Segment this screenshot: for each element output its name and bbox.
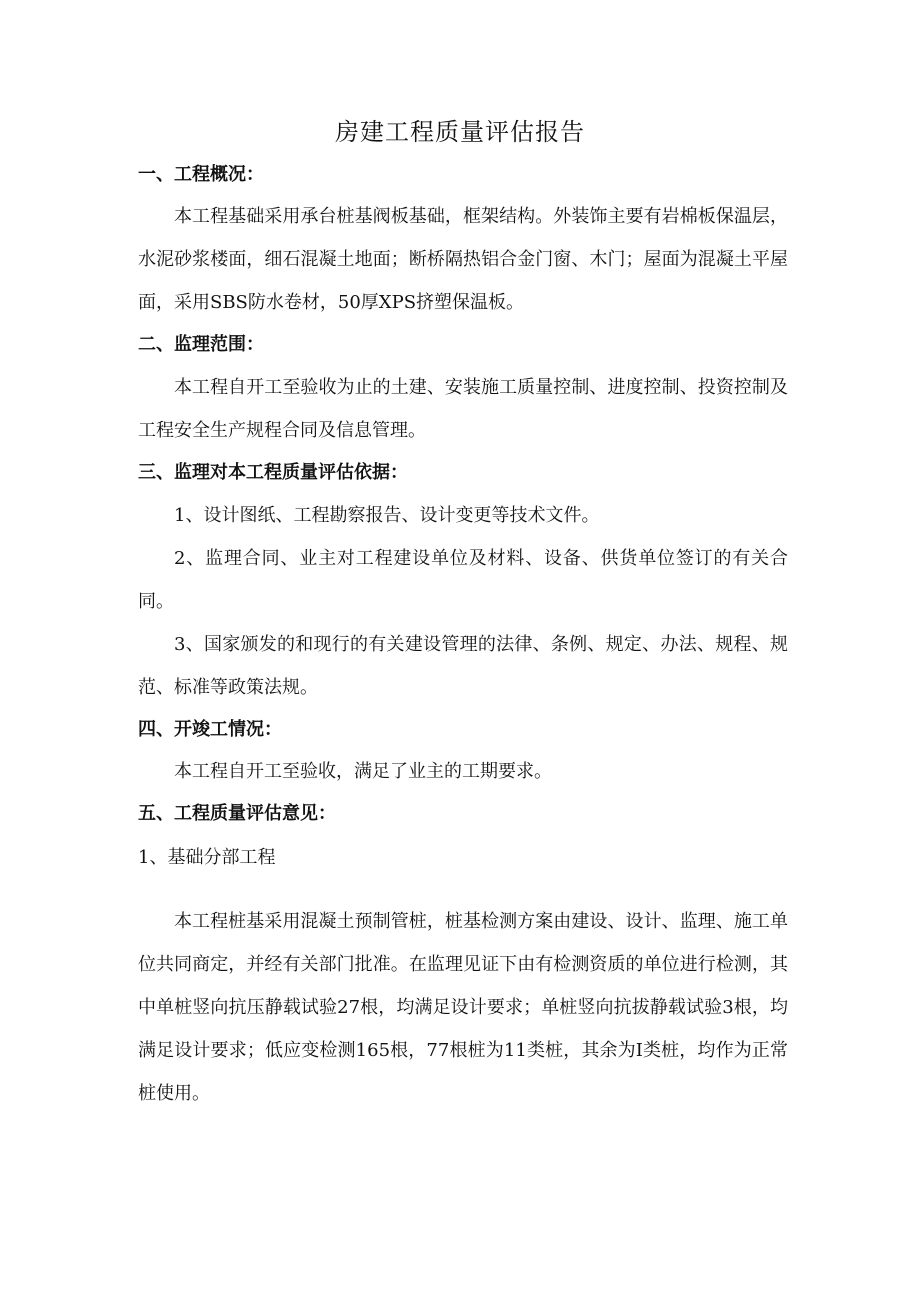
paragraph-basis-1: 1、设计图纸、工程勘察报告、设计变更等技术文件。 [174,505,600,526]
paragraph-scope: 本工程自开工至验收为止的土建、安装施工质量控制、进度控制、投资控制及工程安全生产规程合同及信息管理。 [138,377,788,441]
subheading-foundation: 1、基础分部工程 [138,847,276,868]
section-heading-overview: 一、工程概况： [138,164,264,185]
paragraph-schedule: 本工程自开工至验收，满足了业主的工期要求。 [174,761,552,782]
section-heading-evaluation: 五、工程质量评估意见： [138,803,336,824]
paragraph-basis-3: 3、国家颁发的和现行的有关建设管理的法律、条例、规定、办法、规程、规范、标准等政策法规。 [138,634,788,698]
document-title: 房建工程质量评估报告 [335,118,585,146]
section-heading-schedule: 四、开竣工情况： [138,719,282,740]
section-heading-scope: 二、监理范围： [138,334,264,355]
paragraph-foundation: 本工程桩基采用混凝土预制管桩，桩基检测方案由建设、设计、监理、施工单位共同商定，并经有关部门批准。在监理见证下由有检测资质的单位进行检测，其中单桩竖向抗压静载试验27根，均满足设计要求；单桩竖向抗拔静载试验3根，均满足设计要求；低应变检测165根，77根桩为11类桩，其余为I类桩，均作为正常桩使用。 [138,911,788,1104]
paragraph-basis-2: 2、监理合同、业主对工程建设单位及材料、设备、供货单位签订的有关合同。 [138,548,788,612]
paragraph-overview: 本工程基础采用承台桩基阀板基础，框架结构。外装饰主要有岩棉板保温层，水泥砂浆楼面，细石混凝土地面；断桥隔热铝合金门窗、木门；屋面为混凝土平屋面，采用SBS防水卷材，50厚XPS挤塑保温板。 [138,206,788,313]
section-heading-basis: 三、监理对本工程质量评估依据： [138,462,408,483]
